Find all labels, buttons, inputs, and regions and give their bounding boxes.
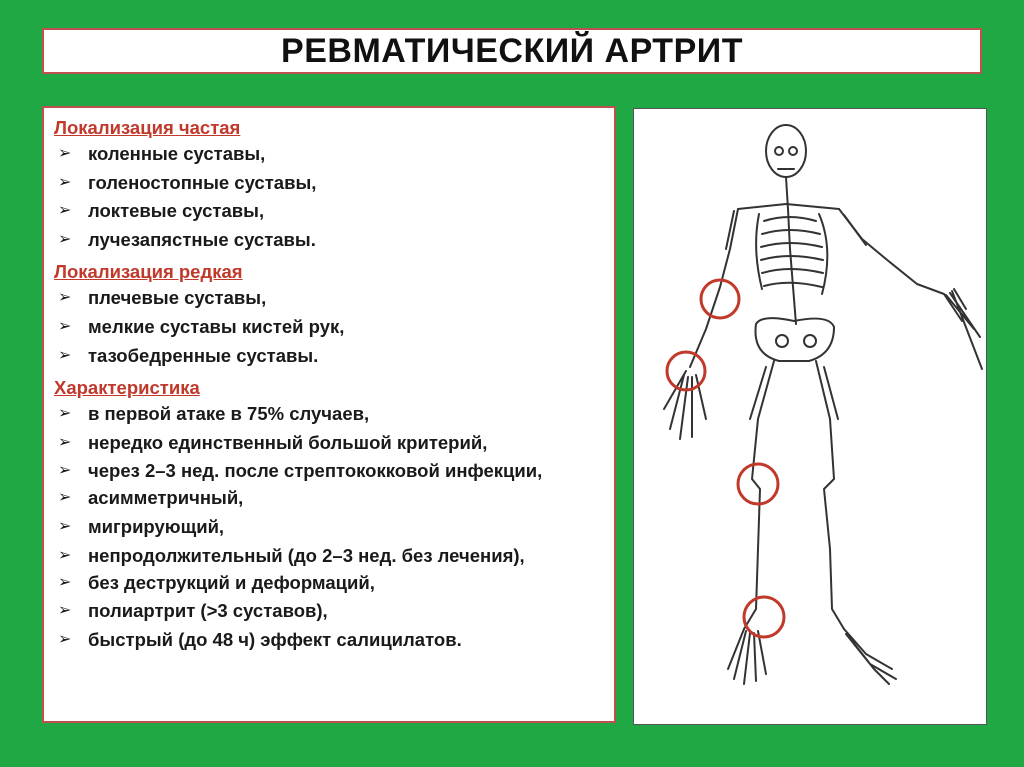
list-item: ➢ без деструкций и деформаций, — [54, 569, 604, 598]
arrow-bullet-icon: ➢ — [58, 433, 72, 451]
arrow-bullet-icon: ➢ — [58, 546, 72, 564]
arrow-bullet-icon: ➢ — [58, 173, 72, 191]
list-item: ➢ мелкие суставы кистей рук, — [54, 313, 604, 342]
section-characteristics — [54, 376, 604, 654]
arrow-bullet-icon: ➢ — [58, 517, 72, 535]
section-heading: Характеристика — [54, 377, 200, 399]
knee-joint-highlight — [738, 464, 778, 504]
list-item: ➢ полиартрит (>3 суставов), — [54, 597, 604, 626]
arrow-bullet-icon: ➢ — [58, 346, 72, 364]
ankle-joint-highlight — [744, 597, 784, 637]
arrow-bullet-icon: ➢ — [58, 573, 72, 591]
page-title: РЕВМАТИЧЕСКИЙ АРТРИТ — [281, 31, 743, 70]
list-item: ➢ асимметричный, — [54, 484, 604, 513]
arrow-bullet-icon: ➢ — [58, 202, 72, 220]
list-item: ➢ непродолжительный (до 2–3 нед. без лечения), — [54, 542, 604, 569]
skeleton-illustration — [634, 109, 986, 724]
section-heading: Локализация редкая — [54, 261, 243, 283]
bullet-list — [54, 284, 604, 370]
list-item: ➢ лучезапястные суставы. — [54, 226, 604, 255]
bullet-list — [54, 400, 604, 654]
arrow-bullet-icon: ➢ — [58, 602, 72, 620]
arrow-bullet-icon: ➢ — [58, 630, 72, 648]
list-item: ➢ коленные суставы, — [54, 140, 604, 169]
list-item: ➢ мигрирующий, — [54, 513, 604, 542]
arrow-bullet-icon: ➢ — [58, 405, 72, 423]
list-item: ➢ через 2–3 нед. после стрептококковой инфекции, — [54, 457, 604, 484]
text-panel — [42, 106, 616, 723]
arrow-bullet-icon: ➢ — [58, 289, 72, 307]
bullet-list — [54, 140, 604, 254]
list-item: ➢ локтевые суставы, — [54, 197, 604, 226]
arrow-bullet-icon: ➢ — [58, 489, 72, 507]
pelvis-shape — [755, 318, 834, 361]
list-item: ➢ тазобедренные суставы. — [54, 342, 604, 371]
arrow-bullet-icon: ➢ — [58, 317, 72, 335]
title-box — [42, 28, 982, 74]
section-heading: Локализация частая — [54, 117, 241, 138]
section-frequent — [54, 116, 604, 254]
list-item: ➢ в первой атаке в 75% случаев, — [54, 400, 604, 429]
arrow-bullet-icon: ➢ — [58, 462, 72, 480]
list-item: ➢ нередко единственный большой критерий, — [54, 429, 604, 458]
list-item: ➢ плечевые суставы, — [54, 284, 604, 313]
list-item: ➢ быстрый (до 48 ч) эффект салицилатов. — [54, 626, 604, 655]
arrow-bullet-icon: ➢ — [58, 145, 72, 162]
spine-shape — [786, 177, 796, 324]
skeleton-image-panel — [633, 108, 987, 725]
list-item: ➢ голеностопные суставы, — [54, 169, 604, 198]
arrow-bullet-icon: ➢ — [58, 230, 72, 248]
section-rare — [54, 260, 604, 370]
